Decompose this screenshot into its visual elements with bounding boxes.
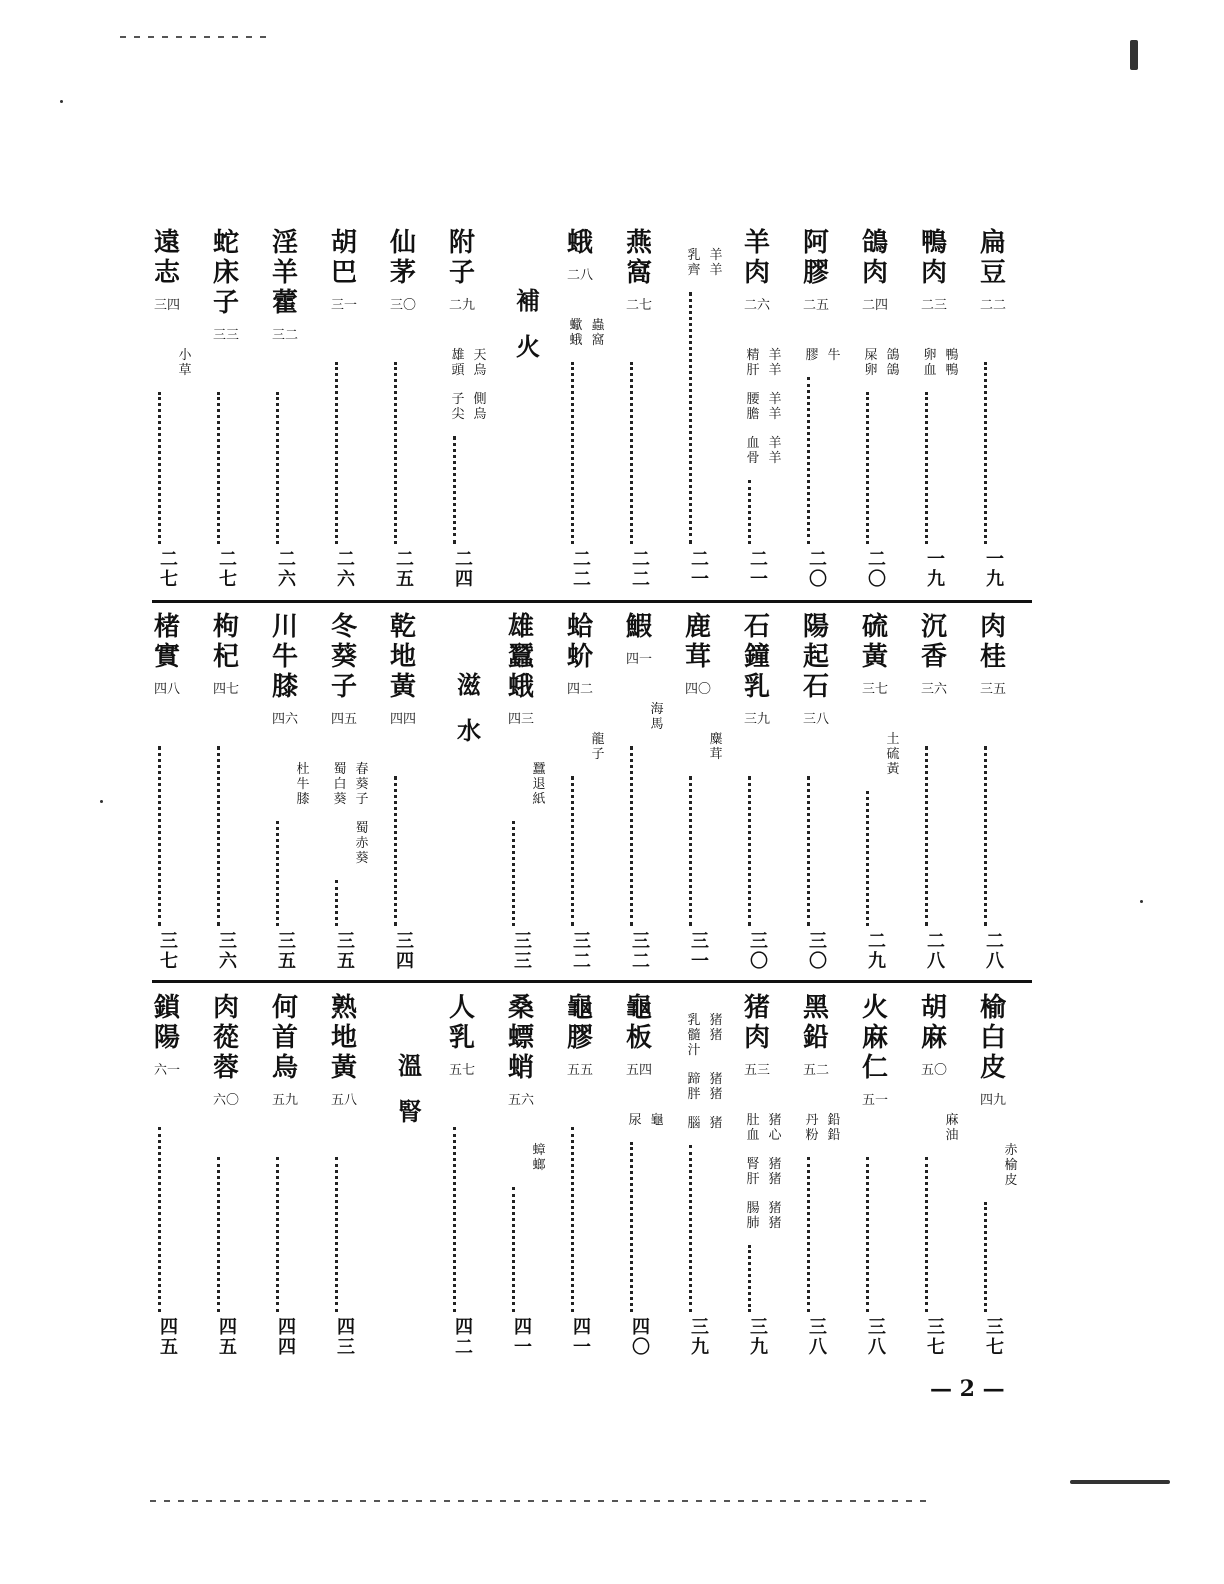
leader-dots	[984, 1202, 1005, 1312]
index-entry	[740, 993, 798, 1358]
section-heading-column	[504, 228, 562, 590]
entry-number: 二三	[921, 298, 948, 313]
entry-number: 二九	[449, 298, 476, 313]
index-entry	[209, 228, 267, 590]
entry-name: 羊肉	[743, 228, 770, 288]
page-reference: 三九	[691, 1317, 709, 1358]
page-reference: 三五	[337, 931, 355, 972]
leader-dots	[925, 1157, 946, 1312]
leader-dots	[335, 880, 356, 926]
index-entry	[209, 612, 267, 972]
leader-dots	[866, 791, 887, 926]
leader-dots	[453, 1127, 474, 1312]
entry-number: 二四	[862, 298, 889, 313]
section-heading: 補火	[516, 286, 540, 361]
entry-number: 四九	[980, 1093, 1007, 1108]
entry-subitem: 龜	[650, 1113, 664, 1128]
entry-subitem: 腦	[687, 1116, 701, 1131]
index-entry	[976, 612, 1034, 972]
index-entry	[740, 228, 798, 590]
entry-name: 附子	[448, 228, 475, 288]
entry-subitem: 腰膽	[746, 392, 760, 422]
leader-dots	[276, 392, 297, 544]
entry-subitem: 杜牛膝	[296, 762, 310, 807]
entry-name: 楮實	[153, 612, 180, 672]
page-reference: 一九	[986, 549, 1004, 590]
leader-dots	[984, 362, 1005, 544]
page-reference: 三六	[219, 931, 237, 972]
page-reference: 四〇	[632, 1317, 650, 1358]
index-entry	[917, 228, 975, 590]
entry-number: 四二	[567, 682, 594, 697]
entry-name: 仙茅	[389, 228, 416, 288]
entry-subitem: 蹄胖	[687, 1072, 701, 1102]
entry-subitem: 蟲窩	[591, 318, 605, 348]
leader-dots	[984, 746, 1005, 926]
index-entry	[740, 612, 798, 972]
entry-subitem: 蜀白葵	[333, 762, 347, 807]
page-reference: 三〇	[809, 931, 827, 972]
entry-number: 六一	[154, 1063, 181, 1078]
page-reference: 二八	[986, 931, 1004, 972]
leader-dots	[925, 746, 946, 926]
page-reference: 三七	[160, 931, 178, 972]
entry-name: 雄蠶蛾	[507, 612, 534, 702]
entry-number: 四四	[390, 712, 417, 727]
entry-subitem: 猪	[709, 1116, 723, 1131]
entry-subitem: 腸肺	[746, 1201, 760, 1231]
entry-subitem: 猪猪	[709, 1072, 723, 1102]
row-divider	[152, 600, 1032, 603]
entry-name: 熟地黃	[330, 993, 357, 1083]
entry-number: 二七	[626, 298, 653, 313]
entry-name: 人乳	[448, 993, 475, 1053]
entry-name: 榆白皮	[979, 993, 1006, 1083]
entry-subitem: 羊羊	[768, 348, 782, 378]
page-reference: 四三	[337, 1317, 355, 1358]
entry-number: 三〇	[390, 298, 417, 313]
page-reference: 二一	[691, 549, 709, 590]
entry-name: 猪肉	[743, 993, 770, 1053]
leader-dots	[453, 436, 474, 544]
entry-number: 五七	[449, 1063, 476, 1078]
entry-subitem: 子尖	[451, 392, 465, 422]
leader-dots	[689, 1145, 710, 1312]
index-entry	[386, 612, 444, 972]
entry-number: 三二	[272, 328, 299, 343]
entry-subitem: 蠍蛾	[569, 318, 583, 348]
leader-dots	[276, 821, 297, 926]
entry-subitem: 尿	[628, 1113, 642, 1128]
leader-dots	[807, 377, 828, 544]
entry-number: 五三	[744, 1063, 771, 1078]
index-row-3	[150, 993, 1035, 1358]
page-reference: 四五	[160, 1317, 178, 1358]
leader-dots	[394, 776, 415, 926]
page-reference: 二二	[573, 549, 591, 590]
entry-subitem: 乳髓汁	[687, 1013, 701, 1058]
index-entry	[563, 612, 621, 972]
leader-dots	[571, 1127, 592, 1312]
entry-number: 三九	[744, 712, 771, 727]
entry-subitem: 蜀赤葵	[355, 821, 369, 866]
leader-dots	[158, 392, 179, 544]
entry-subitem: 牛	[827, 348, 841, 363]
entry-name: 肉桂	[979, 612, 1006, 672]
entry-number: 五〇	[921, 1063, 948, 1078]
index-entry	[681, 228, 739, 590]
entry-name: 乾地黃	[389, 612, 416, 702]
entry-subitem: 側烏	[473, 392, 487, 422]
index-entry	[799, 993, 857, 1358]
leader-dots	[571, 776, 592, 926]
entry-name: 胡巴	[330, 228, 357, 288]
index-entry	[504, 612, 562, 972]
leader-dots	[571, 362, 592, 544]
page-reference: 四一	[573, 1317, 591, 1358]
entry-number: 五六	[508, 1093, 535, 1108]
entry-number: 二二	[980, 298, 1007, 313]
index-entry	[799, 612, 857, 972]
page-reference: 三九	[750, 1317, 768, 1358]
index-entry	[327, 612, 385, 972]
page-reference: 二八	[927, 931, 945, 972]
page-reference: 二四	[455, 549, 473, 590]
index-entry	[976, 228, 1034, 590]
entry-subitem: 鴿鴿	[886, 348, 900, 378]
entry-subitem: 乳齊	[687, 248, 701, 278]
leader-dots	[276, 1157, 297, 1312]
section-heading-column	[445, 612, 503, 972]
index-entry	[445, 228, 503, 590]
entry-name: 沉香	[920, 612, 947, 672]
entry-name: 淫羊藿	[271, 228, 298, 318]
index-entry	[327, 993, 385, 1358]
index-entry	[681, 612, 739, 972]
entry-number: 四〇	[685, 682, 712, 697]
entry-name: 蛤蚧	[566, 612, 593, 672]
index-entry	[386, 228, 444, 590]
leader-dots	[807, 776, 828, 926]
entry-number: 三八	[803, 712, 830, 727]
page-reference: 一九	[927, 549, 945, 590]
entry-number: 六〇	[213, 1093, 240, 1108]
section-heading: 滋水	[457, 670, 481, 745]
entry-number: 五九	[272, 1093, 299, 1108]
entry-name: 黑鉛	[802, 993, 829, 1053]
leader-dots	[217, 746, 238, 926]
index-entry	[563, 228, 621, 590]
index-entry	[858, 228, 916, 590]
entry-number: 二五	[803, 298, 830, 313]
entry-name: 鹿茸	[684, 612, 711, 672]
entry-subitem: 屎卵	[864, 348, 878, 378]
scan-noise	[1070, 1480, 1170, 1484]
index-entry	[858, 993, 916, 1358]
index-entry	[917, 993, 975, 1358]
index-entry	[150, 993, 208, 1358]
entry-number: 四八	[154, 682, 181, 697]
entry-subitem: 雄頭	[451, 348, 465, 378]
entry-subitem: 小草	[178, 348, 192, 378]
entry-number: 二八	[567, 268, 594, 283]
entry-subitem: 龍子	[591, 732, 605, 762]
entry-subitem: 赤榆皮	[1004, 1143, 1018, 1188]
entry-subitem: 血骨	[746, 436, 760, 466]
entry-name: 鴿肉	[861, 228, 888, 288]
index-entry	[622, 228, 680, 590]
page-reference: 二九	[868, 931, 886, 972]
index-row-1	[150, 228, 1035, 590]
index-row-2	[150, 612, 1035, 972]
entry-number: 三六	[921, 682, 948, 697]
scan-noise	[60, 100, 63, 103]
entry-name: 鎖陽	[153, 993, 180, 1053]
index-entry	[150, 612, 208, 972]
page-reference: 二一	[750, 549, 768, 590]
page-reference: 三三	[514, 931, 532, 972]
leader-dots	[335, 362, 356, 544]
section-heading-column	[386, 993, 444, 1358]
entry-subitem: 蠶退紙	[532, 762, 546, 807]
page-reference: 三一	[691, 931, 709, 972]
entry-subitem: 丹粉	[805, 1113, 819, 1143]
entry-name: 火麻仁	[861, 993, 888, 1083]
index-entry	[622, 612, 680, 972]
entry-name: 桑螵蛸	[507, 993, 534, 1083]
page-reference: 三二	[632, 931, 650, 972]
page-reference: 二五	[396, 549, 414, 590]
index-entry	[563, 993, 621, 1358]
entry-name: 石鐘乳	[743, 612, 770, 702]
page-reference: 二二	[632, 549, 650, 590]
page-reference: 二七	[160, 549, 178, 590]
page-reference: 三八	[868, 1317, 886, 1358]
entry-subitem: 卵血	[923, 348, 937, 378]
leader-dots	[630, 1142, 651, 1312]
index-entry	[268, 228, 326, 590]
entry-name: 肉蓯蓉	[212, 993, 239, 1083]
entry-subitem: 猪心	[768, 1113, 782, 1143]
entry-number: 五二	[803, 1063, 830, 1078]
page-reference: 三四	[396, 931, 414, 972]
entry-subitem: 春葵子	[355, 762, 369, 807]
page-reference: 三七	[927, 1317, 945, 1358]
page-reference: 三七	[986, 1317, 1004, 1358]
entry-number: 四六	[272, 712, 299, 727]
entry-name: 蛾	[566, 228, 593, 258]
section-heading: 溫腎	[398, 1051, 422, 1126]
entry-number: 三一	[331, 298, 358, 313]
entry-name: 何首烏	[271, 993, 298, 1083]
leader-dots	[630, 746, 651, 926]
index-entry	[622, 993, 680, 1358]
entry-number: 四一	[626, 652, 653, 667]
entry-number: 五四	[626, 1063, 653, 1078]
entry-number: 四三	[508, 712, 535, 727]
leader-dots	[807, 1157, 828, 1312]
entry-subitem: 腎肝	[746, 1157, 760, 1187]
entry-subitem: 肚血	[746, 1113, 760, 1143]
page-reference: 二六	[278, 549, 296, 590]
entry-number: 五五	[567, 1063, 594, 1078]
entry-name: 鰕	[625, 612, 652, 642]
leader-dots	[748, 480, 769, 544]
entry-name: 陽起石	[802, 612, 829, 702]
leader-dots	[630, 362, 651, 544]
leader-dots	[689, 776, 710, 926]
page-reference: 二七	[219, 549, 237, 590]
index-entry	[858, 612, 916, 972]
index-entry	[268, 993, 326, 1358]
entry-name: 蛇床子	[212, 228, 239, 318]
leader-dots	[925, 392, 946, 544]
entry-subitem: 膠	[805, 348, 819, 363]
entry-name: 龜板	[625, 993, 652, 1053]
page-reference: 三五	[278, 931, 296, 972]
scan-noise	[100, 800, 103, 803]
page-reference: 四二	[455, 1317, 473, 1358]
index-entry	[268, 612, 326, 972]
scan-noise	[1130, 40, 1138, 70]
entry-subitem: 天烏	[473, 348, 487, 378]
scan-noise	[1140, 900, 1143, 903]
leader-dots	[866, 392, 887, 544]
entry-subitem: 猪猪	[768, 1157, 782, 1187]
leader-dots	[394, 362, 415, 544]
row-divider	[152, 980, 1032, 983]
entry-subitem: 羊羊	[768, 436, 782, 466]
entry-name: 川牛膝	[271, 612, 298, 702]
entry-name: 硫黃	[861, 612, 888, 672]
entry-name: 鴨肉	[920, 228, 947, 288]
index-entry	[681, 993, 739, 1358]
page-reference: 三八	[809, 1317, 827, 1358]
page-number: — 2 —	[930, 1376, 1005, 1402]
entry-subitem: 猪猪	[709, 1013, 723, 1043]
page-reference: 四五	[219, 1317, 237, 1358]
entry-name: 扁豆	[979, 228, 1006, 288]
entry-name: 龜膠	[566, 993, 593, 1053]
page-reference: 四一	[514, 1317, 532, 1358]
entry-number: 四七	[213, 682, 240, 697]
index-entry	[445, 993, 503, 1358]
entry-number: 三七	[862, 682, 889, 697]
entry-number: 五一	[862, 1093, 889, 1108]
index-entry	[504, 993, 562, 1358]
page-reference: 三二	[573, 931, 591, 972]
entry-subitem: 蟑螂	[532, 1143, 546, 1173]
page-reference: 二六	[337, 549, 355, 590]
index-entry	[976, 993, 1034, 1358]
leader-dots	[217, 392, 238, 544]
entry-subitem: 精肝	[746, 348, 760, 378]
entry-subitem: 鴨鴨	[945, 348, 959, 378]
leader-dots	[158, 746, 179, 926]
entry-name: 阿膠	[802, 228, 829, 288]
leader-dots	[158, 1127, 179, 1312]
index-entry	[917, 612, 975, 972]
entry-name: 枸杞	[212, 612, 239, 672]
entry-subitem: 羊羊	[709, 248, 723, 278]
leader-dots	[512, 1187, 533, 1312]
entry-number: 四五	[331, 712, 358, 727]
page-reference: 三〇	[750, 931, 768, 972]
page-reference: 二〇	[868, 549, 886, 590]
index-entry	[799, 228, 857, 590]
entry-subitem: 麋茸	[709, 732, 723, 762]
index-entry	[327, 228, 385, 590]
entry-subitem: 猪猪	[768, 1201, 782, 1231]
page-reference: 四四	[278, 1317, 296, 1358]
entry-subitem: 土硫黃	[886, 732, 900, 777]
index-entry	[209, 993, 267, 1358]
index-entry	[150, 228, 208, 590]
entry-subitem: 鉛鉛	[827, 1113, 841, 1143]
leader-dots	[748, 776, 769, 926]
entry-name: 遠志	[153, 228, 180, 288]
entry-number: 五八	[331, 1093, 358, 1108]
entry-number: 二六	[744, 298, 771, 313]
scan-noise	[150, 1500, 930, 1502]
leader-dots	[866, 1157, 887, 1312]
entry-subitem: 羊羊	[768, 392, 782, 422]
leader-dots	[217, 1157, 238, 1312]
entry-subitem: 麻油	[945, 1113, 959, 1143]
entry-name: 胡麻	[920, 993, 947, 1053]
entry-name: 冬葵子	[330, 612, 357, 702]
entry-name: 燕窩	[625, 228, 652, 288]
entry-number: 三五	[980, 682, 1007, 697]
entry-number: 三四	[154, 298, 181, 313]
page-reference: 二〇	[809, 549, 827, 590]
leader-dots	[748, 1245, 769, 1312]
leader-dots	[512, 821, 533, 926]
scan-noise	[120, 36, 270, 38]
leader-dots	[335, 1157, 356, 1312]
entry-number: 三三	[213, 328, 240, 343]
entry-subitem: 海馬	[650, 702, 664, 732]
leader-dots	[689, 292, 710, 544]
